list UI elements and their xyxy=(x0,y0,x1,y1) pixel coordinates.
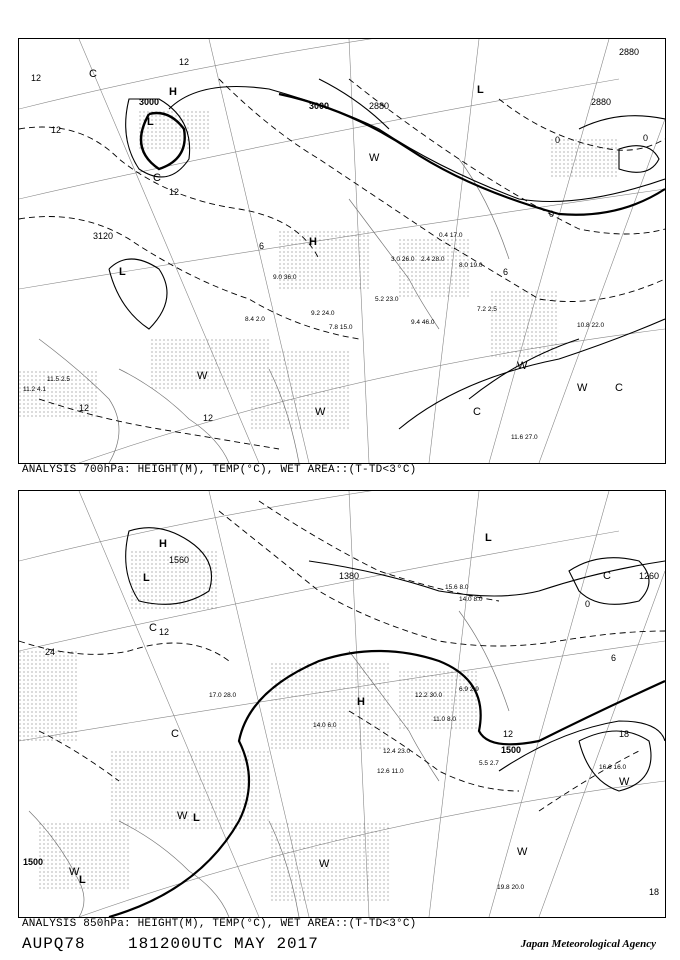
station-plot: 6.9 2.9 xyxy=(459,686,479,693)
isotherm-label: 24 xyxy=(45,647,56,657)
warm-symbol: W xyxy=(369,152,380,164)
isotherm-label: 12 xyxy=(79,403,90,413)
station-plot: 3.0 26.0 xyxy=(391,256,415,263)
height-label: 2880 xyxy=(619,47,640,57)
warm-symbol: W xyxy=(577,382,588,394)
warm-symbol: W xyxy=(319,858,330,870)
low-symbol: L xyxy=(193,812,200,824)
station-plot: 2.4 28.0 xyxy=(421,256,445,263)
high-symbol: H xyxy=(357,696,365,708)
height-label: 2880 xyxy=(369,101,390,111)
cold-symbol: C xyxy=(603,570,611,582)
height-label: 3120 xyxy=(93,231,114,241)
station-plot: 7.2 2.5 xyxy=(477,306,497,313)
isotherm-label: 6 xyxy=(611,653,617,663)
station-plot: 8.0 19.0 xyxy=(459,262,483,269)
height-label: 1260 xyxy=(639,571,660,581)
isotherm-label: 0 xyxy=(643,133,649,143)
agency-name: Japan Meteorological Agency xyxy=(520,938,656,950)
warm-symbol: W xyxy=(69,866,80,878)
station-plot: 12.2 30.0 xyxy=(415,692,443,699)
station-plot: 15.6 8.0 xyxy=(445,584,469,591)
isotherm-label: 12 xyxy=(51,125,62,135)
station-plot: 11.0 8.0 xyxy=(433,716,457,723)
height-label: 3000 xyxy=(139,97,160,107)
map-panel-700hpa xyxy=(18,38,666,464)
low-symbol: L xyxy=(143,572,150,584)
warm-symbol: W xyxy=(619,776,630,788)
low-symbol: L xyxy=(477,84,484,96)
station-plot: 17.0 28.0 xyxy=(209,692,237,699)
caption-700hpa: ANALYSIS 700hPa: HEIGHT(M), TEMP(°C), WET AREA::(T-TD<3°C) xyxy=(22,464,417,476)
warm-symbol: W xyxy=(517,360,528,372)
high-symbol: H xyxy=(309,236,317,248)
cold-symbol: C xyxy=(89,68,97,80)
station-plot: 5.2 23.0 xyxy=(375,296,399,303)
station-plot: 19.8 20.0 xyxy=(497,884,525,891)
isotherm-label: 12 xyxy=(159,627,170,637)
height-label: 2880 xyxy=(591,97,612,107)
isotherm-label: 0 xyxy=(585,599,591,609)
low-symbol: L xyxy=(119,266,126,278)
chart-id-line xyxy=(22,935,319,953)
isotherm-label: 6 xyxy=(259,241,265,251)
isotherm-label: 12 xyxy=(179,57,190,67)
high-symbol: H xyxy=(159,538,167,550)
station-plot: 7.8 15.0 xyxy=(329,324,353,331)
station-plot: 14.0 8.0 xyxy=(459,596,483,603)
low-symbol: L xyxy=(147,116,154,128)
station-plot: 14.0 6.0 xyxy=(313,722,337,729)
isotherm-label: 12 xyxy=(503,729,514,739)
isotherm-label: 6 xyxy=(503,267,509,277)
low-symbol: L xyxy=(79,874,86,886)
warm-symbol: W xyxy=(315,406,326,418)
station-plot: 0.4 17.0 xyxy=(439,232,463,239)
height-label: 1560 xyxy=(169,555,190,565)
isotherm-label: 0 xyxy=(555,135,561,145)
station-plot: 10.8 22.0 xyxy=(577,322,605,329)
station-plot: 9.0 36.0 xyxy=(273,274,297,281)
warm-symbol: W xyxy=(517,846,528,858)
isotherm-label: 18 xyxy=(649,887,660,897)
station-plot: 11.6 27.0 xyxy=(511,434,538,441)
cold-symbol: C xyxy=(473,406,481,418)
cold-symbol: C xyxy=(149,622,157,634)
low-symbol: L xyxy=(485,532,492,544)
station-plot: 8.4 2.0 xyxy=(245,316,265,323)
map-850hpa-svg xyxy=(19,491,665,917)
high-symbol: H xyxy=(169,86,177,98)
station-plot: 12.4 23.0 xyxy=(383,748,411,755)
wet-area-850 xyxy=(19,551,479,901)
cold-symbol: C xyxy=(171,728,179,740)
warm-symbol: W xyxy=(197,370,208,382)
height-label: 3000 xyxy=(309,101,330,111)
height-label: 1380 xyxy=(339,571,360,581)
height-label: 1500 xyxy=(23,857,44,867)
map-700hpa-svg xyxy=(19,39,665,463)
station-plot: 11.5 2.5 xyxy=(47,376,71,383)
station-plot: 11.2 4.1 xyxy=(23,386,47,393)
warm-symbol: W xyxy=(177,810,188,822)
isotherm-label: 18 xyxy=(619,729,630,739)
station-plot: 16.6 16.0 xyxy=(599,764,627,771)
station-plot: 12.6 11.0 xyxy=(377,768,404,775)
cold-symbol: C xyxy=(153,172,161,184)
cold-symbol: C xyxy=(615,382,623,394)
station-plot: 9.2 24.0 xyxy=(311,310,335,317)
station-plot: 5.5 2.7 xyxy=(479,760,499,767)
height-label: 1500 xyxy=(501,745,522,755)
isotherm-label: 12 xyxy=(31,73,42,83)
station-plot: 9.4 46.0 xyxy=(411,319,435,326)
isotherm-label: 12 xyxy=(203,413,214,423)
isotherm-label: 12 xyxy=(169,187,180,197)
isotherm-label: 0 xyxy=(549,209,555,219)
valid-time: 181200UTC MAY 2017 xyxy=(128,935,319,953)
product-id: AUPQ78 xyxy=(22,935,86,953)
map-panel-850hpa xyxy=(18,490,666,918)
caption-850hpa: ANALYSIS 850hPa: HEIGHT(M), TEMP(°C), WET AREA::(T-TD<3°C) xyxy=(22,918,417,930)
